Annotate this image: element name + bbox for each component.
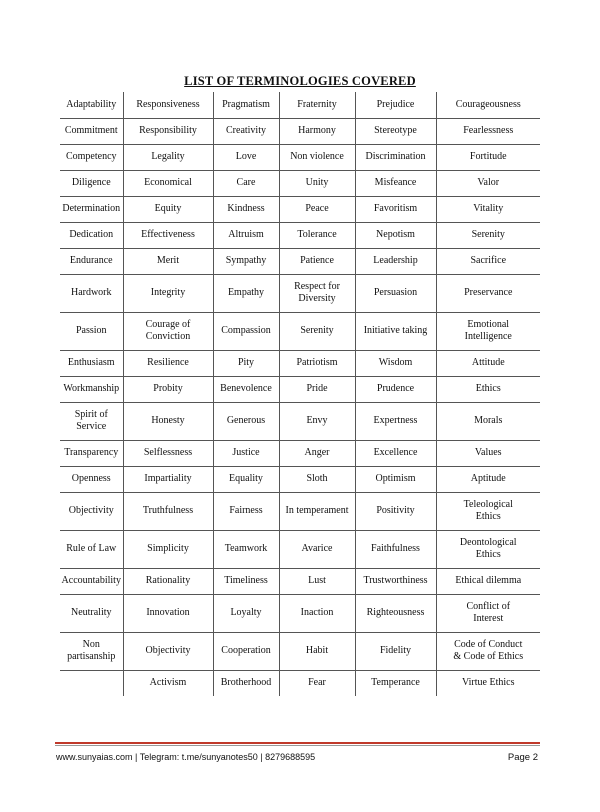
table-cell: Economical xyxy=(123,170,213,196)
table-row xyxy=(60,222,540,248)
table-cell: Creativity xyxy=(213,118,279,144)
table-cell: Benevolence xyxy=(213,376,279,402)
table-cell: Adaptability xyxy=(60,92,123,118)
table-cell: Leadership xyxy=(355,248,436,274)
table-cell: Teamwork xyxy=(213,530,279,568)
table-cell: Truthfulness xyxy=(123,492,213,530)
table-cell: Probity xyxy=(123,376,213,402)
table-cell: Deontological Ethics xyxy=(436,530,540,568)
table-cell: Non partisanship xyxy=(60,632,123,670)
footer-contact: www.sunyaias.com | Telegram: t.me/sunyanotes50 | 8279688595 xyxy=(56,752,316,762)
table-cell: Passion xyxy=(60,312,123,350)
table-row xyxy=(60,144,540,170)
table-cell: Emotional Intelligence xyxy=(436,312,540,350)
table-cell: Trustworthiness xyxy=(355,568,436,594)
table-cell: Enthusiasm xyxy=(60,350,123,376)
table-cell: Love xyxy=(213,144,279,170)
table-cell xyxy=(60,670,123,696)
footer-rule-gray xyxy=(55,745,540,746)
table-cell: Neutrality xyxy=(60,594,123,632)
table-cell: Responsiveness xyxy=(123,92,213,118)
table-cell: Impartiality xyxy=(123,466,213,492)
table-cell: Simplicity xyxy=(123,530,213,568)
table-cell: Expertness xyxy=(355,402,436,440)
table-cell: Empathy xyxy=(213,274,279,312)
table-cell: Misfeance xyxy=(355,170,436,196)
table-cell: Determination xyxy=(60,196,123,222)
table-cell: Optimism xyxy=(355,466,436,492)
table-cell: Effectiveness xyxy=(123,222,213,248)
table-cell: Code of Conduct & Code of Ethics xyxy=(436,632,540,670)
table-row xyxy=(60,530,540,568)
table-cell: In temperament xyxy=(279,492,355,530)
table-cell: Anger xyxy=(279,440,355,466)
table-cell: Avarice xyxy=(279,530,355,568)
table-cell: Unity xyxy=(279,170,355,196)
table-cell: Courage of Conviction xyxy=(123,312,213,350)
table-cell: Sloth xyxy=(279,466,355,492)
table-cell: Responsibility xyxy=(123,118,213,144)
table-cell: Equality xyxy=(213,466,279,492)
table-row xyxy=(60,312,540,350)
table-cell: Openness xyxy=(60,466,123,492)
table-cell: Merit xyxy=(123,248,213,274)
table-cell: Selflessness xyxy=(123,440,213,466)
table-cell: Prudence xyxy=(355,376,436,402)
table-cell: Vitality xyxy=(436,196,540,222)
table-cell: Wisdom xyxy=(355,350,436,376)
table-cell: Rationality xyxy=(123,568,213,594)
table-cell: Aptitude xyxy=(436,466,540,492)
table-row xyxy=(60,440,540,466)
table-cell: Integrity xyxy=(123,274,213,312)
table-row xyxy=(60,492,540,530)
table-cell: Conflict of Interest xyxy=(436,594,540,632)
table-cell: Pride xyxy=(279,376,355,402)
table-row xyxy=(60,92,540,118)
table-row xyxy=(60,594,540,632)
table-cell: Habit xyxy=(279,632,355,670)
table-cell: Peace xyxy=(279,196,355,222)
table-cell: Preservance xyxy=(436,274,540,312)
table-row xyxy=(60,466,540,492)
table-cell: Faithfulness xyxy=(355,530,436,568)
table-row xyxy=(60,632,540,670)
table-cell: Competency xyxy=(60,144,123,170)
table-cell: Serenity xyxy=(436,222,540,248)
table-cell: Ethics xyxy=(436,376,540,402)
table-row xyxy=(60,248,540,274)
table-cell: Favoritism xyxy=(355,196,436,222)
table-cell: Altruism xyxy=(213,222,279,248)
table-cell: Prejudice xyxy=(355,92,436,118)
table-cell: Harmony xyxy=(279,118,355,144)
table-cell: Non violence xyxy=(279,144,355,170)
table-cell: Brotherhood xyxy=(213,670,279,696)
table-cell: Honesty xyxy=(123,402,213,440)
table-row xyxy=(60,670,540,696)
table-cell: Attitude xyxy=(436,350,540,376)
table-cell: Serenity xyxy=(279,312,355,350)
table-cell: Righteousness xyxy=(355,594,436,632)
table-cell: Sacrifice xyxy=(436,248,540,274)
table-cell: Envy xyxy=(279,402,355,440)
table-row xyxy=(60,196,540,222)
table-row xyxy=(60,402,540,440)
table-cell: Fear xyxy=(279,670,355,696)
table-cell: Valor xyxy=(436,170,540,196)
table-cell: Accountability xyxy=(60,568,123,594)
page-number: Page 2 xyxy=(507,752,538,763)
table-cell: Persuasion xyxy=(355,274,436,312)
terminology-table xyxy=(60,92,540,696)
table-cell: Fearlessness xyxy=(436,118,540,144)
table-cell: Lust xyxy=(279,568,355,594)
table-cell: Dedication xyxy=(60,222,123,248)
table-row xyxy=(60,350,540,376)
table-cell: Virtue Ethics xyxy=(436,670,540,696)
table-cell: Objectivity xyxy=(60,492,123,530)
table-cell: Hardwork xyxy=(60,274,123,312)
table-cell: Justice xyxy=(213,440,279,466)
table-row xyxy=(60,118,540,144)
table-cell: Teleological Ethics xyxy=(436,492,540,530)
table-cell: Nepotism xyxy=(355,222,436,248)
table-cell: Respect for Diversity xyxy=(279,274,355,312)
table-row xyxy=(60,568,540,594)
table-cell: Patience xyxy=(279,248,355,274)
table-cell: Temperance xyxy=(355,670,436,696)
table-cell: Fortitude xyxy=(436,144,540,170)
table-cell: Commitment xyxy=(60,118,123,144)
table-cell: Workmanship xyxy=(60,376,123,402)
table-cell: Tolerance xyxy=(279,222,355,248)
table-cell: Pity xyxy=(213,350,279,376)
table-cell: Resilience xyxy=(123,350,213,376)
footer-rule-red xyxy=(55,742,540,744)
table-cell: Activism xyxy=(123,670,213,696)
table-cell: Compassion xyxy=(213,312,279,350)
table-cell: Rule of Law xyxy=(60,530,123,568)
table-cell: Inaction xyxy=(279,594,355,632)
table-cell: Patriotism xyxy=(279,350,355,376)
table-cell: Kindness xyxy=(213,196,279,222)
table-cell: Transparency xyxy=(60,440,123,466)
table-cell: Fairness xyxy=(213,492,279,530)
table-cell: Excellence xyxy=(355,440,436,466)
table-cell: Innovation xyxy=(123,594,213,632)
table-cell: Ethical dilemma xyxy=(436,568,540,594)
table-cell: Pragmatism xyxy=(213,92,279,118)
table-cell: Initiative taking xyxy=(355,312,436,350)
table-cell: Diligence xyxy=(60,170,123,196)
table-cell: Timeliness xyxy=(213,568,279,594)
table-cell: Equity xyxy=(123,196,213,222)
table-cell: Care xyxy=(213,170,279,196)
table-cell: Cooperation xyxy=(213,632,279,670)
table-cell: Values xyxy=(436,440,540,466)
table-cell: Courageousness xyxy=(436,92,540,118)
table-row xyxy=(60,170,540,196)
table-cell: Positivity xyxy=(355,492,436,530)
table-cell: Generous xyxy=(213,402,279,440)
table-cell: Loyalty xyxy=(213,594,279,632)
table-row xyxy=(60,376,540,402)
table-cell: Objectivity xyxy=(123,632,213,670)
table-cell: Stereotype xyxy=(355,118,436,144)
table-cell: Legality xyxy=(123,144,213,170)
table-cell: Endurance xyxy=(60,248,123,274)
table-cell: Discrimination xyxy=(355,144,436,170)
table-cell: Morals xyxy=(436,402,540,440)
table-cell: Fraternity xyxy=(279,92,355,118)
page-title: LIST OF TERMINOLOGIES COVERED xyxy=(184,74,416,88)
table-cell: Spirit of Service xyxy=(60,402,123,440)
table-cell: Sympathy xyxy=(213,248,279,274)
table-cell: Fidelity xyxy=(355,632,436,670)
table-row xyxy=(60,274,540,312)
